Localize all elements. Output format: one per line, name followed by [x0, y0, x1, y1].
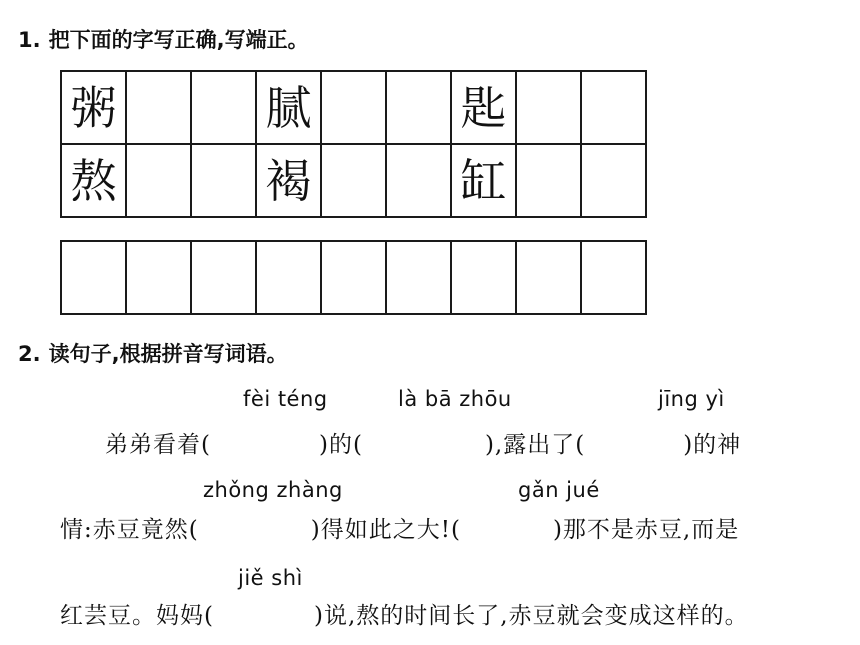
pinyin-fei-teng: fèi téng: [243, 387, 328, 411]
question-1-number: 1.: [18, 28, 41, 52]
practice-cell[interactable]: [581, 241, 646, 314]
practice-row: [61, 241, 646, 314]
grid-cell[interactable]: 褐: [256, 144, 321, 217]
character-grid: [60, 70, 647, 218]
practice-cell[interactable]: [61, 241, 126, 314]
practice-cell[interactable]: [451, 241, 516, 314]
practice-cell[interactable]: [386, 241, 451, 314]
question-1-title: [18, 24, 309, 54]
grid-cell[interactable]: 熬: [61, 144, 126, 217]
grid-cell[interactable]: [126, 144, 191, 217]
grid-cell[interactable]: 缸: [451, 144, 516, 217]
question-2-instruction: 读句子,根据拼音写词语。: [48, 342, 288, 366]
practice-cell[interactable]: [191, 241, 256, 314]
pinyin-gan-jue: gǎn jué: [518, 478, 600, 502]
grid-cell[interactable]: [581, 144, 646, 217]
grid-cell[interactable]: [191, 144, 256, 217]
grid-cell[interactable]: [321, 144, 386, 217]
grid-cell[interactable]: 粥: [61, 71, 126, 144]
practice-cell[interactable]: [321, 241, 386, 314]
sentence-line-2: 情:赤豆竟然( )得如此之大!( )那不是赤豆,而是: [60, 517, 740, 543]
grid-row-1: [61, 71, 646, 144]
grid-cell[interactable]: 腻: [256, 71, 321, 144]
grid-cell[interactable]: [126, 71, 191, 144]
practice-cell[interactable]: [256, 241, 321, 314]
pinyin-la-ba-zhou: là bā zhōu: [398, 387, 512, 411]
question-2-title: [18, 338, 288, 368]
grid-cell[interactable]: [581, 71, 646, 144]
grid-cell[interactable]: [516, 144, 581, 217]
grid-cell[interactable]: 匙: [451, 71, 516, 144]
grid-cell[interactable]: [386, 71, 451, 144]
grid-cell[interactable]: [191, 71, 256, 144]
practice-cell[interactable]: [126, 241, 191, 314]
question-1-instruction: 把下面的字写正确,写端正。: [48, 28, 309, 52]
sentence-line-3: 红芸豆。妈妈( )说,熬的时间长了,赤豆就会变成这样的。: [60, 603, 749, 629]
sentence-line-1: 弟弟看着( )的( ),露出了( )的神: [105, 432, 742, 458]
grid-row-2: [61, 144, 646, 217]
pinyin-jie-shi: jiě shì: [238, 566, 303, 590]
grid-cell[interactable]: [321, 71, 386, 144]
practice-cell[interactable]: [516, 241, 581, 314]
grid-cell[interactable]: [516, 71, 581, 144]
question-2-number: 2.: [18, 342, 41, 366]
practice-grid: [60, 240, 647, 315]
pinyin-jing-yi: jīng yì: [658, 387, 725, 411]
grid-cell[interactable]: [386, 144, 451, 217]
pinyin-zhong-zhang: zhǒng zhàng: [203, 478, 343, 502]
